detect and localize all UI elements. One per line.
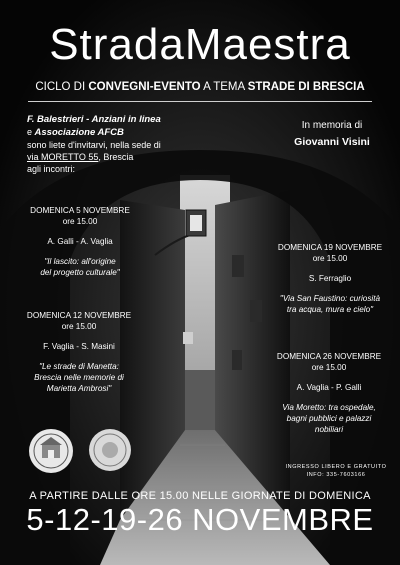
- divider: [28, 101, 372, 102]
- footer-dates: 5-12-19-26 NOVEMBRE: [26, 502, 374, 537]
- association-logo-icon: [28, 428, 74, 474]
- subtitle-part-4: STRADE DI BRESCIA: [247, 81, 365, 93]
- event-topic-line: "Il lascito: all'origine: [44, 257, 116, 266]
- organizer-2: Associazione AFCB: [34, 127, 124, 138]
- event-speakers: A. Vaglia - P. Galli: [296, 383, 362, 392]
- subtitle-part-2: CONVEGNI-EVENTO: [88, 81, 201, 93]
- event-date: DOMENICA 5 NOVEMBRE: [30, 206, 130, 215]
- intro-block: [27, 114, 217, 175]
- event-date: DOMENICA 19 NOVEMBRE: [277, 243, 383, 252]
- afcb-logo-icon: [88, 428, 132, 472]
- event-1: [20, 205, 140, 278]
- subtitle-part-1: CICLO DI: [35, 81, 89, 93]
- intro-line-1: sono liete d'invitarvi, nella sede di: [27, 140, 161, 150]
- organizer-conjunction: e: [27, 127, 35, 137]
- event-time: ore 15.00: [62, 217, 98, 226]
- event-time: ore 15.00: [61, 322, 97, 331]
- event-3: [18, 310, 140, 394]
- event-speakers: A. Galli - A. Vaglia: [47, 237, 113, 246]
- event-time: ore 15.00: [312, 254, 348, 263]
- intro-line-3: agli incontri:: [27, 164, 76, 174]
- event-topic-line: bagni pubblici e palazzi: [286, 414, 372, 423]
- event-topic-line: Via Moretto: tra ospedale,: [282, 403, 376, 412]
- event-date: DOMENICA 26 NOVEMBRE: [276, 352, 382, 361]
- organizer-1: F. Balestrieri - Anziani in linea: [27, 114, 161, 125]
- event-topic-line: "Via San Faustino: curiosità: [279, 294, 381, 303]
- memory-name: Giovanni Visini: [294, 136, 370, 148]
- event-topic-line: tra acqua, mura e cielo": [286, 305, 374, 314]
- subtitle-part-3: A TEMA: [200, 81, 248, 93]
- event-date: DOMENICA 12 NOVEMBRE: [26, 311, 132, 320]
- memory-label: In memoria di: [301, 120, 363, 131]
- event-speakers: S. Ferraglio: [308, 274, 352, 283]
- info-block: [276, 463, 396, 479]
- event-topic-line: Brescia nelle memorie di: [34, 373, 124, 382]
- event-speakers: F. Vaglia - S. Masini: [43, 342, 115, 351]
- event-topic-line: "Le strade di Manetta:: [39, 362, 119, 371]
- event-time: ore 15.00: [311, 363, 347, 372]
- memory-block: [282, 118, 382, 150]
- city: , Brescia: [98, 152, 134, 162]
- free-entry: INGRESSO LIBERO E GRATUITO: [285, 464, 387, 470]
- footer-schedule: A PARTIRE DALLE ORE 15.00 NELLE GIORNATE DI DOMENICA: [29, 490, 371, 502]
- address: via MORETTO 55: [27, 152, 99, 162]
- event-2: [265, 242, 395, 315]
- event-topic-line: Marietta Ambrosi": [46, 384, 112, 393]
- event-4: [262, 351, 396, 435]
- event-topic-line: nobiliari: [314, 425, 344, 434]
- event-topic-line: del progetto culturale": [40, 268, 120, 277]
- poster-subtitle: [0, 81, 400, 93]
- info-phone: INFO: 335-7603166: [306, 472, 366, 478]
- poster-title: StradaMaestra: [49, 20, 351, 69]
